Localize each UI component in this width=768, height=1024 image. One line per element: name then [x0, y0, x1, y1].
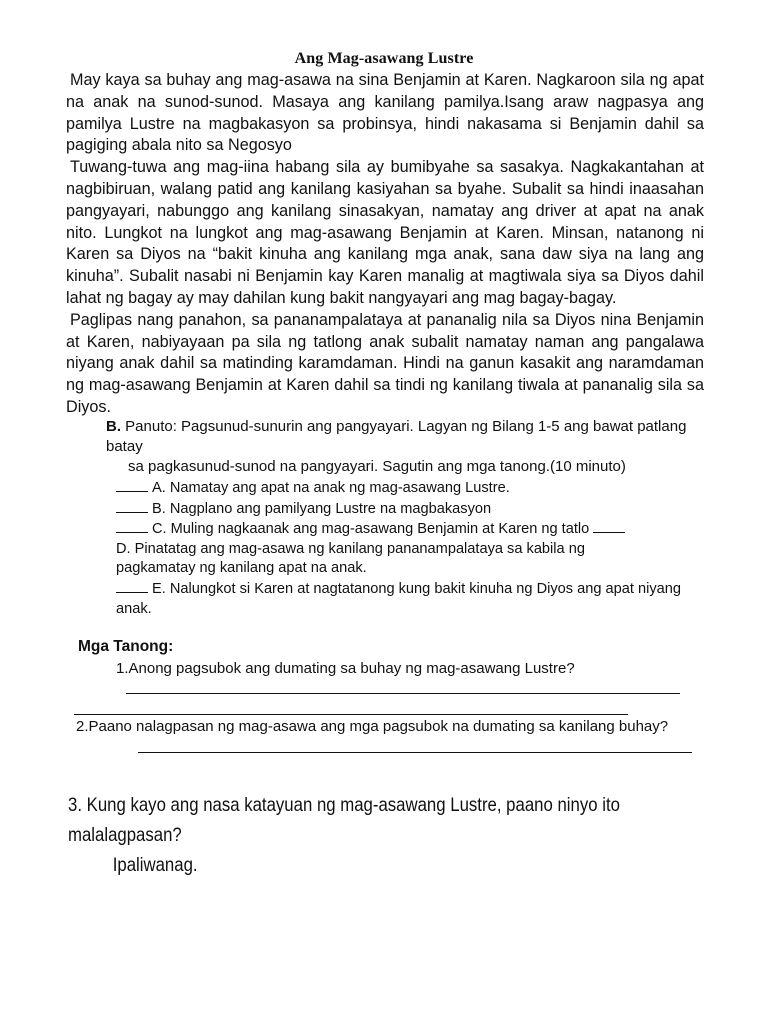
answer-line-1b[interactable]	[74, 714, 628, 715]
question-3-line-1: 3. Kung kayo ang nasa katayuan ng mag-asawang Lustre, paano ninyo ito malalagpasan?	[68, 794, 620, 846]
story-paragraph-1: May kaya sa buhay ang mag-asawa na sina Benjamin at Karen. Nagkaroon sila ng apat na anak na sunod-sunod. Masaya ang kanilang pamilya.Isang araw nagpasya ang pamilya Lustre na magbakasyon sa probinsya, hindi nakasama si Benjamin dahil sa pagiging abala nito sa Negosyo	[66, 71, 704, 155]
sequence-item-e-continued: anak.	[116, 600, 152, 617]
sequence-item-d-continued: pagkamatay ng kanilang apat na anak.	[116, 560, 367, 577]
question-1: 1.Anong pagsubok ang dumating sa buhay ng mag-asawang Lustre?	[116, 660, 575, 677]
sequence-item-d: D. Pinatatag ang mag-asawa ng kanilang pananampalataya sa kabila ng	[116, 540, 585, 557]
story-paragraph-2: Tuwang-tuwa ang mag-iina habang sila ay bumibyahe sa sasakya. Nagkakantahan at nagbibiruan, walang patid ang kanilang kasiyahan sa byahe. Subalit sa hindi inaasahan pangyayari, nabunggo ang kanilang sinasakyan, namatay ang driver at apat na anak nito. Lungkot na lungkot ang mag-asawang Benjamin at Karen. Minsan, natanong ni Karen sa Diyos na “bakit kinuha ang kanilang mga anak, sana daw siya na lang ang kinuha”. Subalit nasabi ni Benjamin kay Karen manalig at magtiwala siya sa Diyos dahil lahat ng bagay ay may dahilan kung bakit nangyayari ang mag bagay-bagay.	[66, 158, 704, 307]
sequence-items	[116, 478, 706, 619]
question-3	[68, 790, 636, 880]
answer-blank-d[interactable]	[593, 519, 625, 533]
instructions-line-1: Panuto: Pagsunud-sunurin ang pangyayari. Lagyan ng Bilang 1-5 ang bawat patlang batay	[106, 418, 687, 455]
sequence-item-e	[116, 579, 706, 600]
story-text	[66, 70, 704, 419]
question-3-line-2: Ipaliwanag.	[112, 854, 198, 876]
sequence-item-b-text: B. Nagplano ang pamilyang Lustre na magbakasyon	[152, 500, 492, 517]
question-2: 2.Paano nalagpasan ng mag-asawa ang mga pagsubok na dumating sa kanilang buhay?	[76, 718, 669, 735]
questions-heading: Mga Tanong:	[78, 638, 174, 655]
sequence-item-a-text: A. Namatay ang apat na anak ng mag-asawang Lustre.	[152, 480, 510, 496]
answer-line-2[interactable]	[138, 752, 692, 753]
section-letter: B.	[106, 418, 121, 435]
instructions	[106, 417, 706, 477]
document-title: Ang Mag-asawang Lustre	[294, 50, 474, 67]
answer-blank-a[interactable]	[116, 478, 148, 492]
sequence-item-a	[116, 478, 706, 499]
sequence-item-e-text: E. Nalungkot si Karen at nagtatanong kung bakit kinuha ng Diyos ang apat niyang	[152, 580, 681, 597]
sequence-item-c-text: C. Muling nagkaanak ang mag-asawang Benjamin at Karen ng tatlo	[152, 521, 590, 538]
answer-blank-c[interactable]	[116, 519, 148, 533]
story-paragraph-3: Paglipas nang panahon, sa pananampalataya at pananalig nila sa Diyos nina Benjamin at Karen, nabiyayaan pa sila ng tatlong anak subalit namatay naman ang pangalawa niyang anak dahil sa matinding karamdaman. Hindi na ganun kasakit ang naramdaman ng mag-asawang Benjamin at Karen dahil sa tindi ng kanilang tiwala at pananalig sila sa Diyos.	[66, 310, 704, 416]
sequence-item-b	[116, 499, 706, 520]
sequence-item-c	[116, 519, 706, 540]
answer-blank-e[interactable]	[116, 579, 148, 593]
answer-blank-b[interactable]	[116, 499, 148, 513]
answer-line-1[interactable]	[126, 693, 680, 694]
instructions-line-2: sa pagkasunud-sunod na pangyayari. Sagutin ang mga tanong.(10 minuto)	[128, 458, 626, 475]
